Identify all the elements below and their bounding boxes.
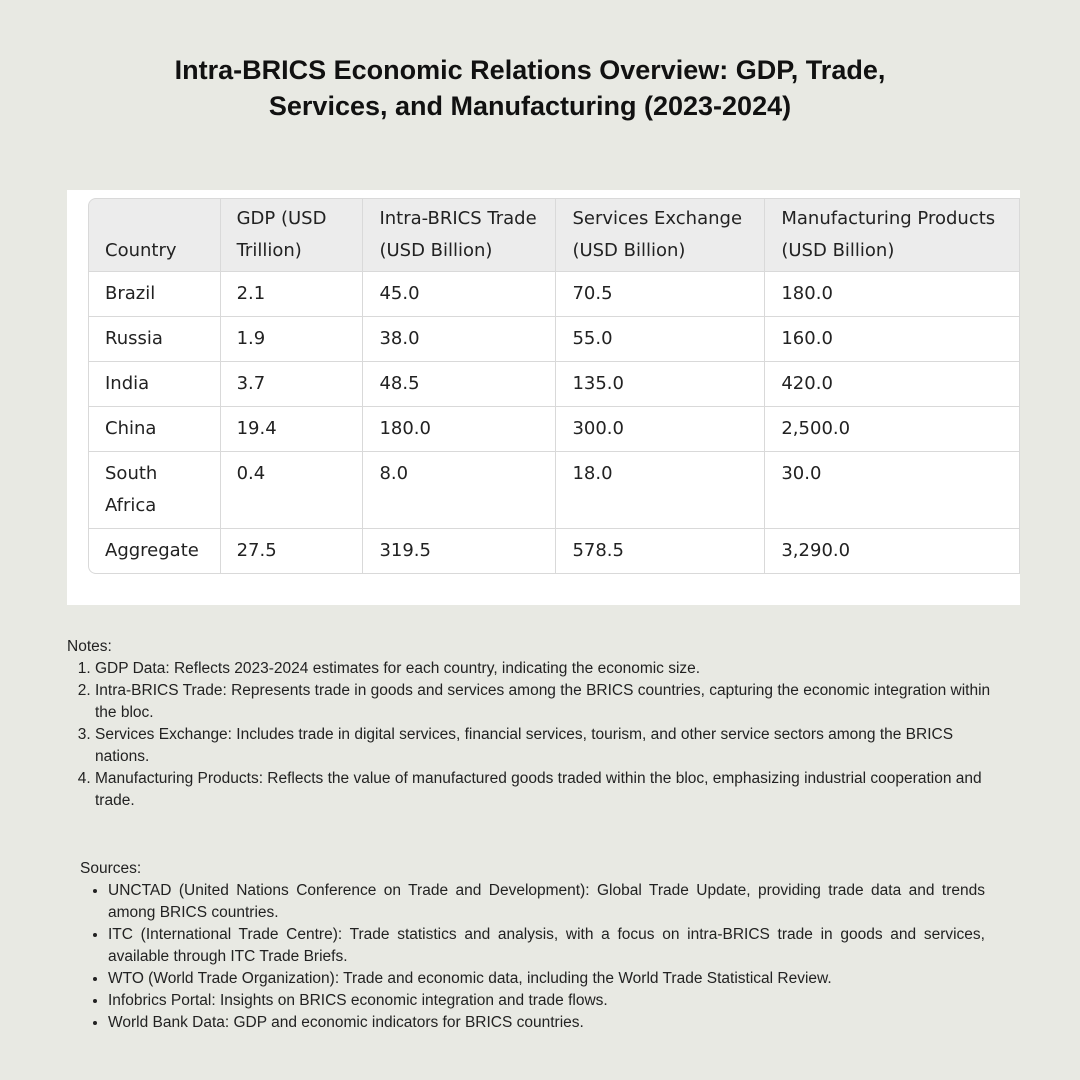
header-gdp: GDP (USD Trillion): [221, 198, 364, 272]
list-item: 3. Services Exchange: Includes trade in digital services, financial services, tourism, and other service sectors among the BRICS nations.: [95, 724, 1007, 768]
table-row: [88, 452, 1020, 529]
header-row: [88, 198, 1020, 272]
list-item: • WTO (World Trade Organization): Trade and economic data, including the World Trade Statistical Review.: [108, 968, 985, 990]
cell-trade: 48.5: [363, 362, 556, 407]
list-item: • World Bank Data: GDP and economic indicators for BRICS countries.: [108, 1012, 985, 1034]
cell-gdp: 1.9: [221, 317, 364, 362]
table-card: [67, 190, 1020, 605]
cell-gdp: 2.1: [221, 272, 364, 317]
sources-list: [80, 880, 985, 1034]
table-row: [88, 529, 1020, 574]
title-line-1: Intra-BRICS Economic Relations Overview: GDP, Trade,: [174, 55, 886, 85]
cell-trade: 180.0: [363, 407, 556, 452]
table-row: [88, 272, 1020, 317]
cell-country: Brazil: [88, 272, 221, 317]
list-item: 4. Manufacturing Products: Reflects the value of manufactured goods traded within the bloc, emphasizing industrial cooperation and trade.: [95, 768, 1007, 812]
header-services: Services Exchange (USD Billion): [556, 198, 765, 272]
cell-manufacturing: 420.0: [765, 362, 1020, 407]
cell-manufacturing: 2,500.0: [765, 407, 1020, 452]
table-row: [88, 317, 1020, 362]
cell-services: 55.0: [556, 317, 765, 362]
brics-table: [88, 198, 1020, 574]
cell-manufacturing: 180.0: [765, 272, 1020, 317]
cell-services: 18.0: [556, 452, 765, 529]
table-row: [88, 362, 1020, 407]
table-row: [88, 407, 1020, 452]
cell-gdp: 19.4: [221, 407, 364, 452]
cell-country: Aggregate: [88, 529, 221, 574]
cell-manufacturing: 160.0: [765, 317, 1020, 362]
cell-country: India: [88, 362, 221, 407]
cell-manufacturing: 3,290.0: [765, 529, 1020, 574]
cell-services: 300.0: [556, 407, 765, 452]
list-item: • UNCTAD (United Nations Conference on Trade and Development): Global Trade Update, providing trade data and trends among BRICS countries.: [108, 880, 985, 924]
list-item: 1. GDP Data: Reflects 2023-2024 estimates for each country, indicating the economic size.: [95, 658, 1007, 680]
cell-gdp: 3.7: [221, 362, 364, 407]
cell-country: South Africa: [88, 452, 221, 529]
cell-manufacturing: 30.0: [765, 452, 1020, 529]
sources-heading: Sources:: [80, 860, 142, 877]
list-item: • Infobrics Portal: Insights on BRICS economic integration and trade flows.: [108, 990, 985, 1012]
cell-trade: 8.0: [363, 452, 556, 529]
notes-heading: Notes:: [67, 638, 112, 655]
cell-trade: 38.0: [363, 317, 556, 362]
list-item: • ITC (International Trade Centre): Trade statistics and analysis, with a focus on intra-BRICS trade in goods and services, available through ITC Trade Briefs.: [108, 924, 985, 968]
notes-section: [67, 636, 1007, 812]
cell-trade: 319.5: [363, 529, 556, 574]
cell-services: 135.0: [556, 362, 765, 407]
cell-trade: 45.0: [363, 272, 556, 317]
cell-gdp: 0.4: [221, 452, 364, 529]
page-title: [90, 52, 970, 124]
cell-country: China: [88, 407, 221, 452]
cell-services: 70.5: [556, 272, 765, 317]
header-manufacturing: Manufacturing Products (USD Billion): [765, 198, 1020, 272]
cell-services: 578.5: [556, 529, 765, 574]
cell-country: Russia: [88, 317, 221, 362]
header-country: Country: [88, 198, 221, 272]
header-trade: Intra-BRICS Trade (USD Billion): [363, 198, 556, 272]
title-line-2: Services, and Manufacturing (2023-2024): [268, 91, 792, 121]
sources-section: [80, 858, 985, 1034]
notes-list: [67, 658, 1007, 812]
list-item: 2. Intra-BRICS Trade: Represents trade in goods and services among the BRICS countries, capturing the economic integration within the bloc.: [95, 680, 1007, 724]
cell-gdp: 27.5: [221, 529, 364, 574]
